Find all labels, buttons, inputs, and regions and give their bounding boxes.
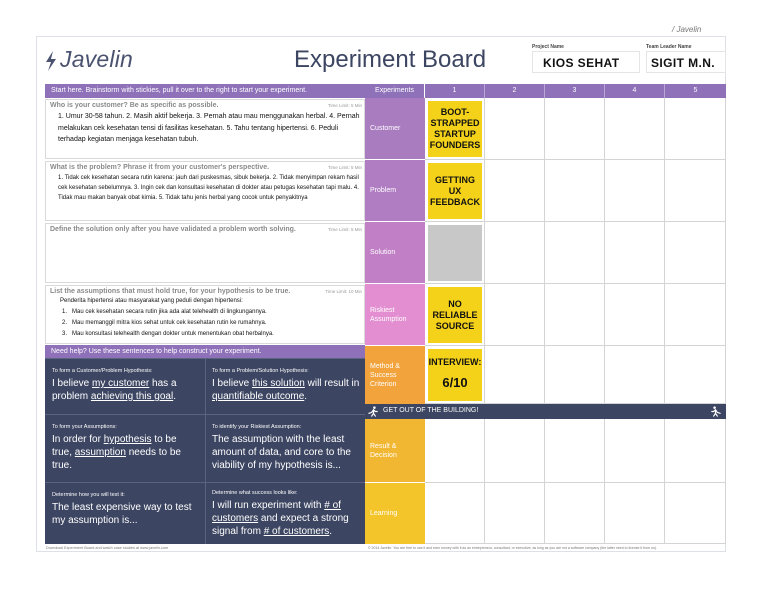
running-person-icon xyxy=(710,406,721,417)
team-leader-field[interactable]: SIGIT M.N. xyxy=(646,51,726,73)
grid-cell[interactable] xyxy=(605,419,665,483)
grid-cell[interactable] xyxy=(425,419,485,483)
get-out-bar xyxy=(365,404,726,419)
logo-text: Javelin xyxy=(60,46,133,72)
grid-cell[interactable] xyxy=(485,222,545,284)
experiment-col-4[interactable]: 4 xyxy=(605,84,665,98)
assumptions-question-label: List the assumptions that must hold true, for your hypothesis to be true. xyxy=(50,288,291,295)
row-label-learning: Learning xyxy=(365,483,425,544)
grid-cell[interactable] xyxy=(485,419,545,483)
grid-cell[interactable] xyxy=(605,346,665,404)
grid-cell[interactable] xyxy=(485,160,545,222)
grid-cell[interactable] xyxy=(605,284,665,346)
grid-cell[interactable] xyxy=(425,483,485,544)
grid-cell[interactable] xyxy=(545,98,605,160)
grid-cell[interactable] xyxy=(545,346,605,404)
customer-time-limit: Time Limit: 5 Min xyxy=(327,103,362,108)
footer-copyright: © 2014 Javelin. You are free to use it and earn money with it as an entrepreneur, consultant, or executive, as long as you are not a software company (the latter need to license it from us). xyxy=(368,546,657,550)
board-title: Experiment Board xyxy=(294,46,487,73)
grid-cell[interactable] xyxy=(545,284,605,346)
sticky-method[interactable] xyxy=(428,349,482,401)
grid-cell[interactable] xyxy=(485,346,545,404)
problem-answer[interactable]: 1. Tidak cek kesehatan secara rutin karena: jauh dari puskesmas, sibuk bekerja. 2. Tidak menyimpan rekam hasil cek kesehatan sebelumnya. 3. Ingin cek dan konsultasi kesehatan di dokter atau petugas kesehatan tapi malu. 4. Tidak mau makan banyak obat kimia. 5. Tidak tahu jenis herbal yang cocok untuk penyakitnya xyxy=(58,175,359,201)
row-label-problem: Problem xyxy=(365,160,425,222)
experiment-col-1[interactable]: 1 xyxy=(425,84,485,98)
grid-cell[interactable] xyxy=(545,222,605,284)
grid-cell[interactable] xyxy=(665,284,726,346)
assumptions-time-limit: Time Limit: 10 Min xyxy=(325,289,362,294)
grid-cell[interactable] xyxy=(665,483,726,544)
grid-cell[interactable] xyxy=(665,222,726,284)
grid-cell[interactable] xyxy=(665,98,726,160)
grid-cell[interactable] xyxy=(485,284,545,346)
grid-cell[interactable] xyxy=(485,98,545,160)
sticky-riskiest[interactable]: NO RELIABLE SOURCE xyxy=(428,287,482,343)
customer-answer[interactable]: 1. Umur 30-58 tahun. 2. Masih aktif bekerja. 3. Pernah atau mau menggunakan herbal. 4. Pernah melakukan cek kesehatan tensi di fasilitas kesehatan. 5. Tahu tentang hipertensi. 6. Peduli terhadap kegiatan menjaga kesehatan tubuh. xyxy=(58,113,360,143)
assumption-item[interactable]: 3. Mau konsultasi telehealth dengan dokter untuk menentukan obat herbalnya. xyxy=(62,331,274,337)
row-label-riskiest-assumption: Riskiest Assumption xyxy=(365,284,425,346)
experiments-header: Experiments xyxy=(365,84,425,98)
row-label-solution: Solution xyxy=(365,222,425,284)
assumptions-intro[interactable]: Penderita hipertensi atau masyarakat yang peduli dengan hipertensi: xyxy=(60,298,243,304)
sticky-customer[interactable]: BOOT-STRAPPED STARTUP FOUNDERS xyxy=(428,101,482,157)
assumption-item[interactable]: 2. Mau memanggil mitra kios sehat untuk cek kesehatan rutin ke rumahnya. xyxy=(62,320,267,326)
tip-success: Determine what success looks like: I will run experiment with # of customers and expect a strong signal from # of customers. xyxy=(205,482,365,544)
grid-cell[interactable] xyxy=(665,346,726,404)
sticky-problem[interactable]: GETTING UX FEEDBACK xyxy=(428,163,482,219)
grid-cell[interactable] xyxy=(545,160,605,222)
row-label-result: Result & Decision xyxy=(365,419,425,483)
grid-cell[interactable] xyxy=(605,222,665,284)
tip-riskiest-assumption: To identify your Riskiest Assumption: The assumption with the least amount of data, and core to the viability of my hypothesis is... xyxy=(205,414,365,482)
need-help-header: Need help? Use these sentences to help construct your experiment. xyxy=(45,345,365,358)
grid-cell[interactable] xyxy=(665,419,726,483)
problem-time-limit: Time Limit: 5 Min xyxy=(327,165,362,170)
tip-customer-problem: To form a Customer/Problem Hypothesis: I believe my customer has a problem achieving this goal. xyxy=(45,358,205,414)
row-label-method: Method & Success Criterion xyxy=(365,346,425,404)
team-leader-label: Team Leader Name xyxy=(646,44,692,50)
experiment-col-2[interactable]: 2 xyxy=(485,84,545,98)
grid-cell[interactable] xyxy=(545,419,605,483)
grid-cell[interactable] xyxy=(545,483,605,544)
tip-assumptions: To form your Assumptions: In order for hypothesis to be true, assumption needs to be true. xyxy=(45,414,205,482)
tip-test-method: Determine how you will test it: The least expensive way to test my assumption is... xyxy=(45,482,205,544)
project-name-label: Project Name xyxy=(532,44,564,50)
top-cut-logo-text: / Javelin xyxy=(672,25,702,34)
problem-question-label: What is the problem? Phrase it from your customer's perspective. xyxy=(50,164,270,171)
grid-cell[interactable] xyxy=(485,483,545,544)
assumption-item[interactable]: 1. Mau cek kesehatan secara rutin jika ada alat telehealth di lingkungannya. xyxy=(62,309,267,315)
lightning-bolt-icon xyxy=(44,50,58,72)
sticky-solution-empty[interactable] xyxy=(428,225,482,281)
solution-question-label: Define the solution only after you have validated a problem worth solving. xyxy=(50,226,296,233)
row-label-customer: Customer xyxy=(365,98,425,160)
project-name-field[interactable]: KIOS SEHAT xyxy=(532,51,640,73)
javelin-logo xyxy=(44,44,184,74)
grid-cell[interactable] xyxy=(605,160,665,222)
grid-cell[interactable] xyxy=(605,98,665,160)
start-here-header: Start here. Brainstorm with stickies, pull it over to the right to start your experiment. xyxy=(45,84,365,98)
running-person-icon xyxy=(368,406,379,417)
sticky-method-value: 6/10 xyxy=(442,375,468,390)
solution-time-limit: Time Limit: 5 Min xyxy=(327,227,362,232)
sticky-method-title: INTERVIEW: xyxy=(428,357,482,367)
tip-problem-solution: To form a Problem/Solution Hypothesis: I believe this solution will result in quantifiable outcome. xyxy=(205,358,365,414)
experiment-col-5[interactable]: 5 xyxy=(665,84,726,98)
experiment-col-3[interactable]: 3 xyxy=(545,84,605,98)
grid-cell[interactable] xyxy=(605,483,665,544)
footer-download[interactable]: Download Experiment Board and watch case studies at www.javelin.com xyxy=(46,546,169,550)
grid-cell[interactable] xyxy=(665,160,726,222)
get-out-label: GET OUT OF THE BUILDING! xyxy=(383,407,479,414)
customer-question-label: Who is your customer? Be as specific as possible. xyxy=(50,102,219,109)
